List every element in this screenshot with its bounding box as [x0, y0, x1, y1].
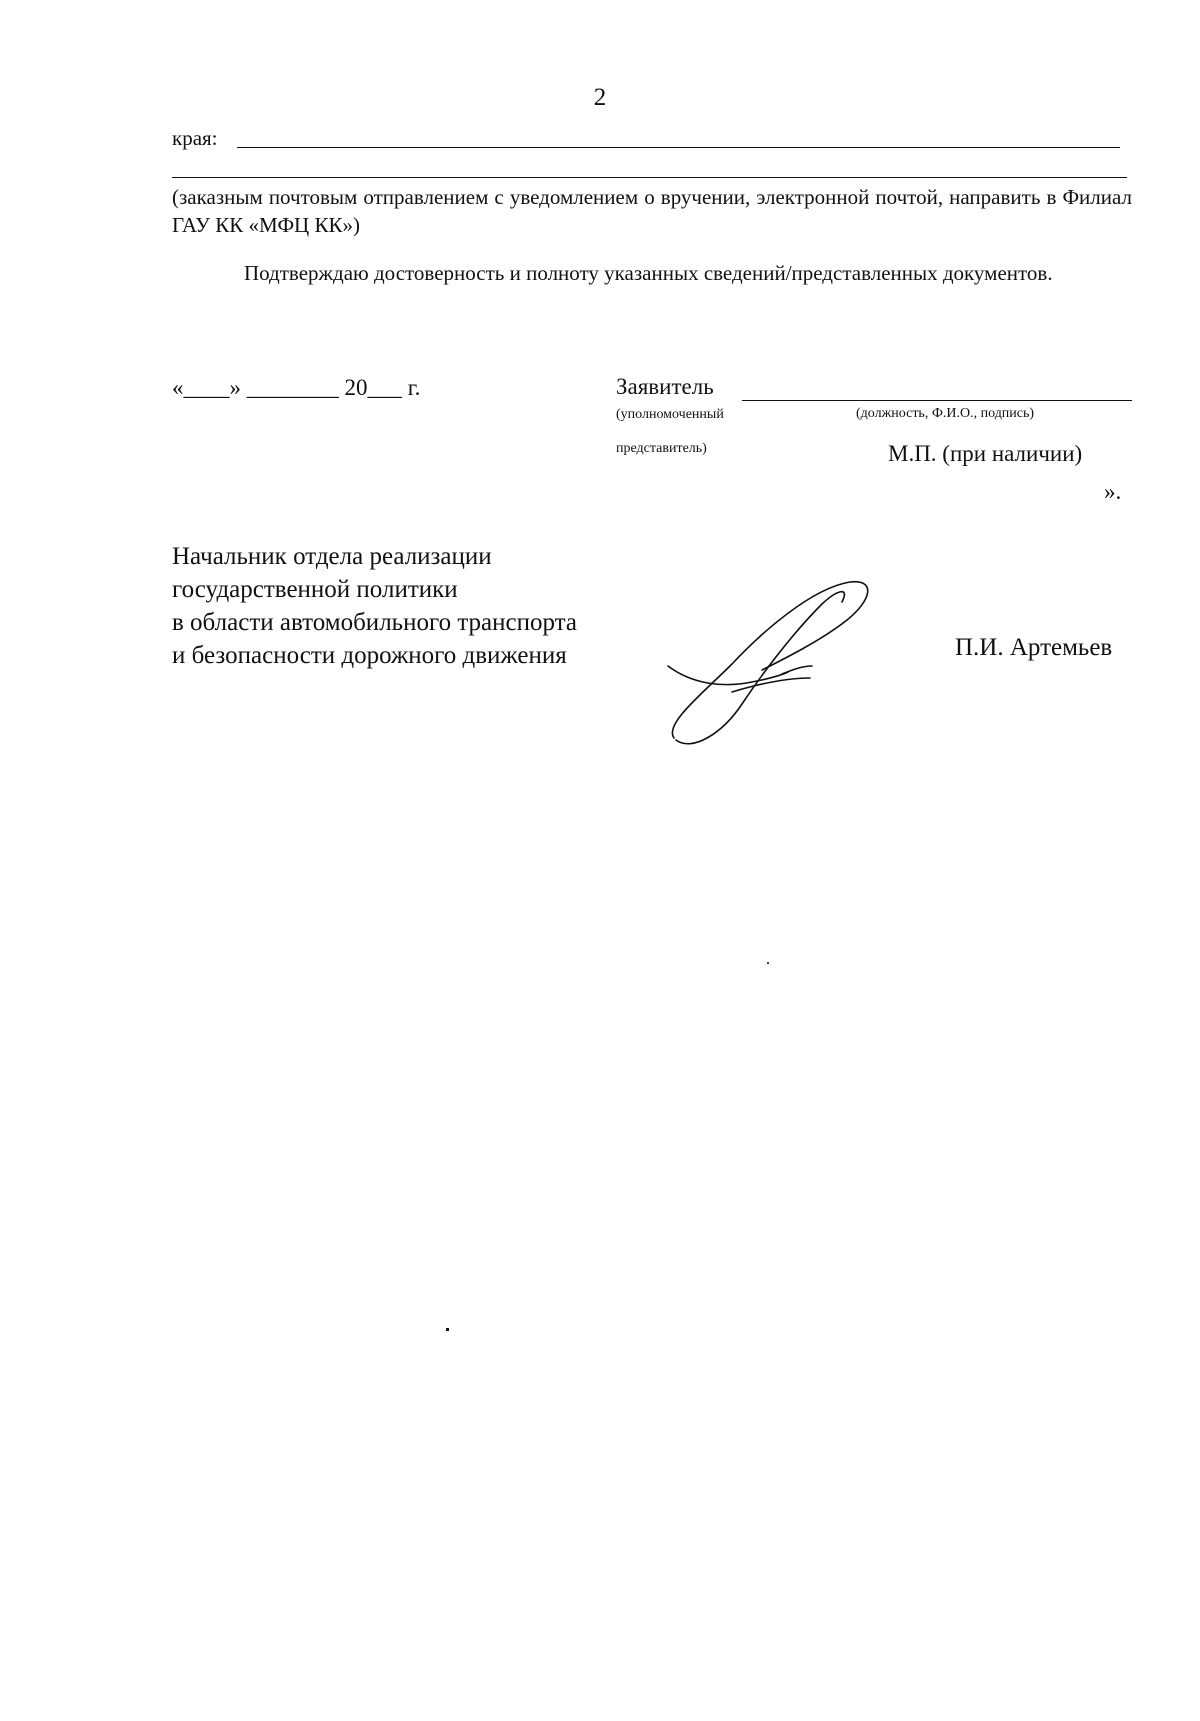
region-fill-line: [237, 147, 1120, 148]
applicant-signature-line: [742, 400, 1132, 401]
date-field: «____» ________ 20___ г.: [172, 375, 421, 400]
signer-name: П.И. Артемьев: [955, 634, 1113, 661]
page-number: 2: [593, 84, 607, 111]
signer-title-line: в области автомобильного транспорта: [172, 609, 578, 636]
seal-note: М.П. (при наличии): [888, 441, 1083, 466]
applicant-label: Заявитель: [616, 374, 714, 399]
delivery-method-note: (заказным почтовым отправлением с уведомлением о вручении, электронной почтой, направить в Филиал ГАУ КК «МФЦ КК»): [172, 185, 1132, 237]
confirmation-statement: Подтверждаю достоверность и полноту указанных сведений/представленных документов.: [244, 261, 1053, 285]
caption-representative: представитель): [616, 441, 707, 456]
caption-authorized: (уполномоченный: [616, 407, 724, 422]
signer-title-line: государственной политики: [172, 576, 458, 603]
region-label: края:: [172, 126, 218, 150]
scan-speck: [767, 962, 769, 964]
scan-speck: [446, 1328, 449, 1331]
caption-position-name-signature: (должность, Ф.И.О., подпись): [856, 406, 1035, 421]
signer-title-line: и безопасности дорожного движения: [172, 642, 567, 669]
closing-quote: ».: [1104, 479, 1122, 504]
signer-title: [172, 540, 577, 672]
signer-title-line: Начальник отдела реализации: [172, 543, 492, 570]
handwritten-signature: [662, 574, 892, 764]
region-continuation-line: [172, 177, 1127, 178]
